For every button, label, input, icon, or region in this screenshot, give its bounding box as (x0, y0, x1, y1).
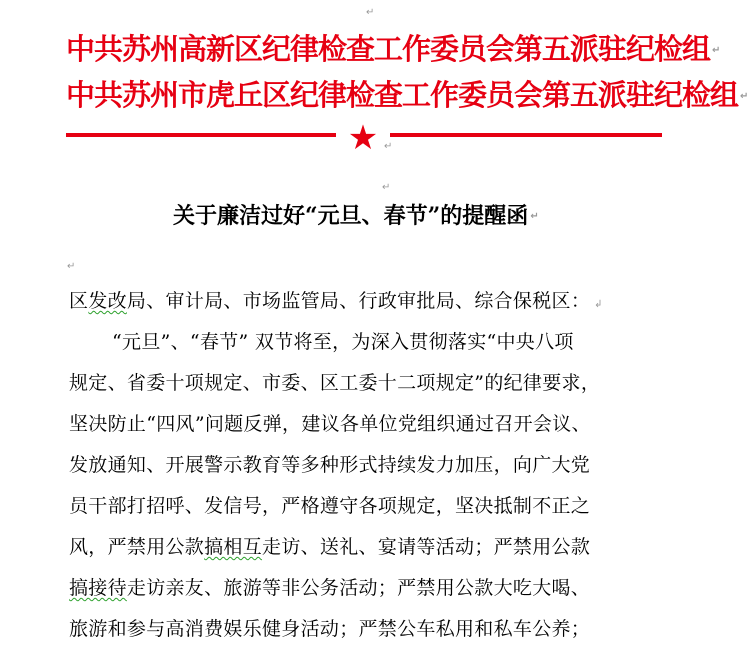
paragraph-mark: ↵ (384, 141, 393, 152)
red-divider-right (390, 133, 662, 137)
body-line-5-text: 员干部打招呼、发信号，严格遵守各项规定，坚决抵制不正之 (69, 495, 591, 517)
paragraph-mark: ↵ (67, 261, 76, 272)
body-line-6-squiggle: 搞相互 (204, 536, 263, 558)
issuer-line-1-text: 中共苏州高新区纪律检查工作委员会第五派驻纪检组 (66, 32, 711, 66)
body-line-6-before: 风，严禁用公款 (69, 536, 205, 558)
paragraph-mark: ↲ (594, 299, 603, 310)
body-line-8 (69, 615, 590, 643)
body-line-4-text: 发放通知、开展警示教育等多种形式持续发力加压，向广大党 (69, 454, 591, 476)
issuer-line-2-text: 中共苏州市虎丘区纪律检查工作委员会第五派驻纪检组 (66, 78, 739, 112)
salutation-rest: 局、审计局、市场监管局、行政审批局、综合保税区： (126, 290, 591, 312)
body-line-7-after: 走访亲友、旅游等非公务活动；严禁用公款大吃大喝、 (126, 577, 591, 599)
body-line-2-text: 规定、省委十项规定、市委、区工委十二项规定”的纪律要求， (69, 372, 601, 394)
paragraph-mark: ↵ (530, 211, 539, 222)
body-line-8-text: 旅游和参与高消费娱乐健身活动；严禁公车私用和私车公养； (69, 618, 591, 640)
body-line-6-after: 走访、送礼、宴请等活动；严禁用公款 (262, 536, 591, 558)
body-line-4 (69, 451, 590, 479)
paragraph-mark: ↵ (712, 45, 720, 56)
document-title (173, 201, 539, 231)
body-line-7-squiggle: 搞接待 (69, 577, 127, 599)
document-title-text: 关于廉洁过好“元旦、春节”的提醒函 (173, 203, 529, 229)
paragraph-mark: ↵ (382, 182, 391, 193)
red-divider-left (66, 133, 336, 137)
body-line-6 (69, 533, 590, 561)
salutation-prefix: 区 (69, 290, 89, 312)
body-line-3 (69, 410, 591, 438)
issuer-line-2 (66, 78, 747, 112)
paragraph-mark: ↵ (740, 91, 747, 102)
body-line-5 (69, 492, 590, 520)
body-line-1 (112, 328, 574, 356)
issuer-line-1 (66, 32, 719, 66)
body-line-1-text: “元旦”、“春节” 双节将至，为深入贯彻落实“中央八项 (112, 331, 574, 353)
salutation (69, 287, 603, 315)
body-line-2 (69, 369, 600, 397)
salutation-squiggle: 发改 (88, 290, 127, 312)
paragraph-mark: ↵ (366, 7, 375, 18)
star-icon: ★ (347, 118, 379, 158)
body-line-3-text: 坚决防止“四风”问题反弹，建议各单位党组织通过召开会议、 (69, 413, 591, 435)
body-line-7 (69, 574, 590, 602)
